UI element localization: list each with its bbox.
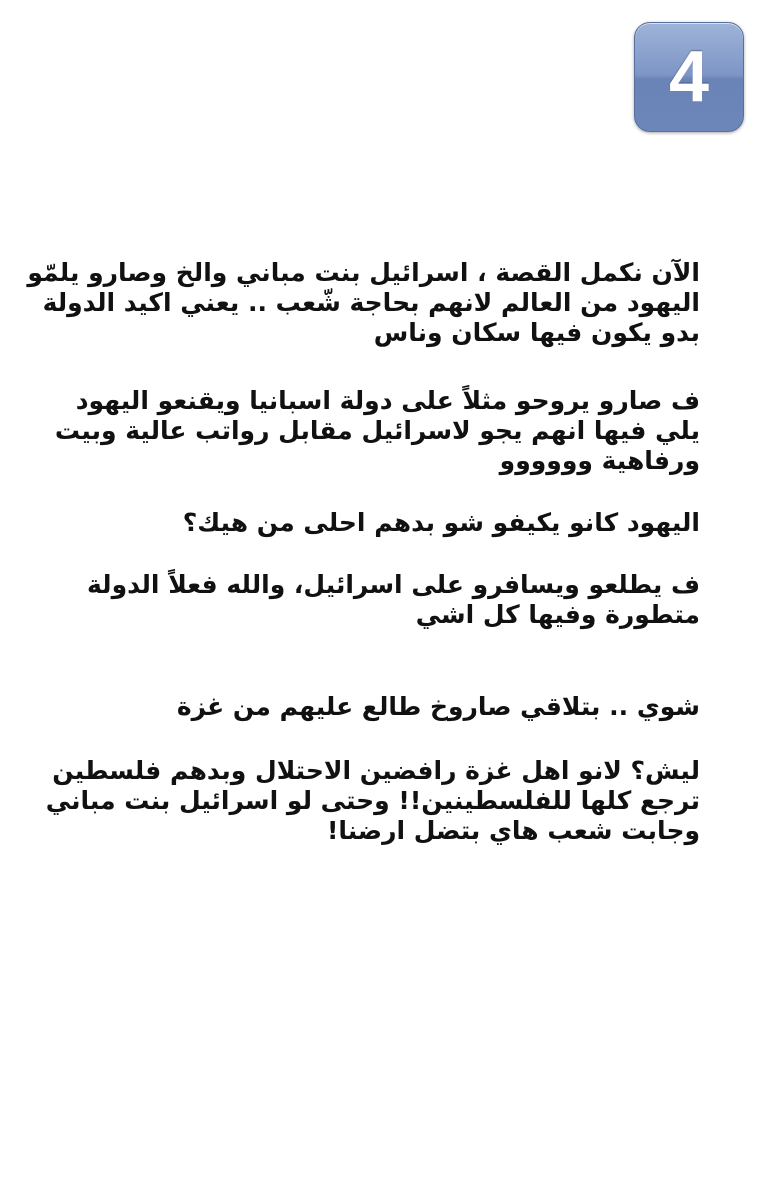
paragraph-line: وجابت شعب هاي بتضل ارضنا!	[326, 816, 700, 845]
paragraph-line: ترجع كلها للفلسطينين!! وحتى لو اسرائيل بنت مباني	[45, 786, 700, 815]
paragraph-line: متطورة وفيها كل اشي	[415, 600, 700, 629]
paragraph-line: الآن نكمل القصة ، اسرائيل بنت مباني والخ وصارو يلمّو	[27, 258, 700, 287]
paragraph-4	[60, 570, 700, 630]
paragraph-line: ليش؟ لانو اهل غزة رافضين الاحتلال وبدهم فلسطين	[52, 756, 700, 785]
paragraph-3	[60, 508, 700, 538]
paragraph-line: ف يطلعو ويسافرو على اسرائيل، والله فعلاً الدولة	[87, 570, 700, 599]
paragraph-line: ف صارو يروحو مثلاً على دولة اسبانيا ويقنعو اليهود	[75, 386, 700, 415]
paragraph-2	[54, 386, 700, 476]
paragraph-line: بدو يكون فيها سكان وناس	[373, 318, 700, 347]
paragraph-line: يلي فيها انهم يجو لاسرائيل مقابل رواتب عالية وبيت	[54, 416, 700, 445]
paragraph-1	[27, 258, 700, 348]
paragraph-line: اليهود من العالم لانهم بحاجة شّعب .. يعني اكيد الدولة	[42, 288, 700, 317]
paragraph-line: شوي .. بتلاقي صاروخ طالع عليهم من غزة	[176, 692, 700, 721]
page-number: 4	[668, 37, 710, 117]
paragraph-6	[45, 756, 700, 846]
paragraph-line: اليهود كانو يكيفو شو بدهم احلى من هيك؟	[182, 508, 700, 537]
page-number-badge	[634, 22, 744, 132]
paragraph-line: ورفاهية وووووو	[499, 446, 700, 475]
paragraph-5	[60, 692, 700, 722]
